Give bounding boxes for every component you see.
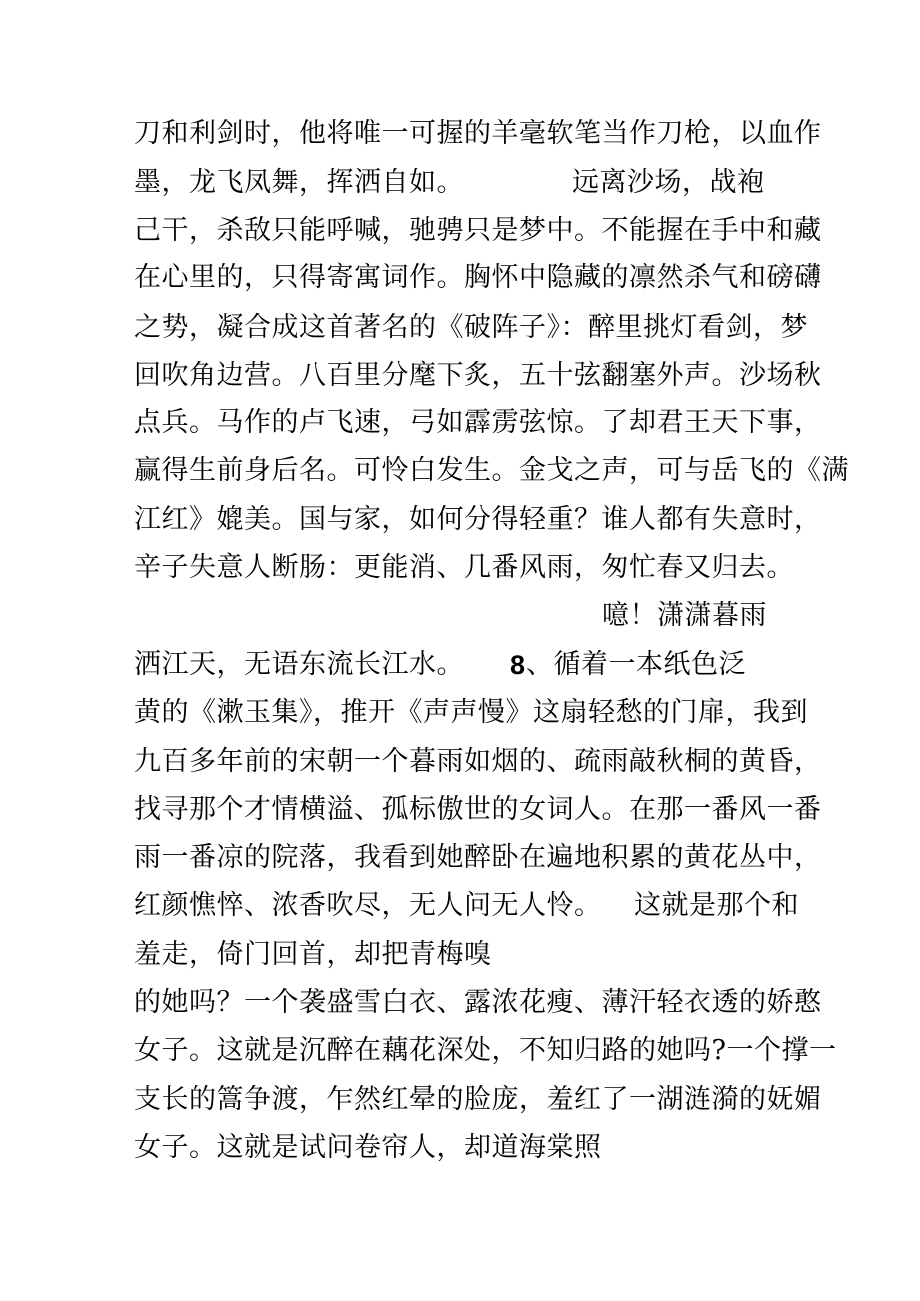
text-line: 黄的《漱玉集》，推开《声声慢》这扇轻愁的门扉，我到 xyxy=(134,697,808,728)
text-line: 女子。这就是试问卷帘人，却道海棠照 xyxy=(134,1132,602,1163)
text-line: 女子。这就是沉醉在藕花深处，不知归路的她吗?一个撑一 xyxy=(134,1035,837,1066)
text-line: 九百多年前的宋朝一个暮雨如烟的、疏雨敲秋桐的黄昏， xyxy=(134,746,822,777)
text-line: 支长的篙争渡，乍然红晕的脸庞，羞红了一湖涟漪的妩媚 xyxy=(134,1084,822,1115)
text-line: 己干，杀敌只能呼喊，驰骋只是梦中。不能握在手中和藏 xyxy=(134,215,822,246)
text-line: 找寻那个才情横溢、孤标傲世的女词人。在那一番风一番 xyxy=(134,794,822,825)
text-line: 、循着一本纸色泛 xyxy=(526,649,746,680)
text-line: 噫！潇潇暮雨 xyxy=(602,600,767,631)
text-line: 赢得生前身后名。可怜白发生。金戈之声，可与岳飞的《满 xyxy=(134,455,849,486)
text-line: 回吹角边营。八百里分麾下炙，五十弦翻塞外声。沙场秋 xyxy=(134,360,822,391)
text-line: 刀和利剑时，他将唯一可握的羊毫软笔当作刀枪，以血作 xyxy=(134,118,822,149)
text-line: 江红》媲美。国与家，如何分得轻重？谁人都有失意时， xyxy=(134,504,822,535)
text-line: 远离沙场，战袍 xyxy=(572,167,765,198)
text-line: 在心里的，只得寄寓词作。胸怀中隐藏的凛然杀气和磅礴 xyxy=(134,262,822,293)
text-line: 的她吗？一个袭盛雪白衣、露浓花瘦、薄汗轻衣透的娇憨 xyxy=(134,987,822,1018)
text-line: 洒江天，无语东流长江水。 xyxy=(134,649,464,680)
text-line: 这就是那个和 xyxy=(634,890,799,921)
text-line: 红颜憔悴、浓香吹尽，无人问无人怜。 xyxy=(134,890,602,921)
section-number: 8 xyxy=(510,650,526,680)
text-line: 点兵。马作的卢飞速，弓如霹雳弦惊。了却君王天下事， xyxy=(134,407,822,438)
text-line: 之势，凝合成这首著名的《破阵子》：醉里挑灯看剑，梦 xyxy=(134,312,808,343)
text-line: 辛子失意人断肠：更能消、几番风雨，匆忙春又归去。 xyxy=(134,552,794,583)
text-line: 雨一番凉的院落，我看到她醉卧在遍地积累的黄花丛中， xyxy=(134,842,822,873)
text-line: 墨，龙飞凤舞，挥洒自如。 xyxy=(134,167,464,198)
text-line: 羞走，倚门回首，却把青梅嗅 xyxy=(134,939,492,970)
